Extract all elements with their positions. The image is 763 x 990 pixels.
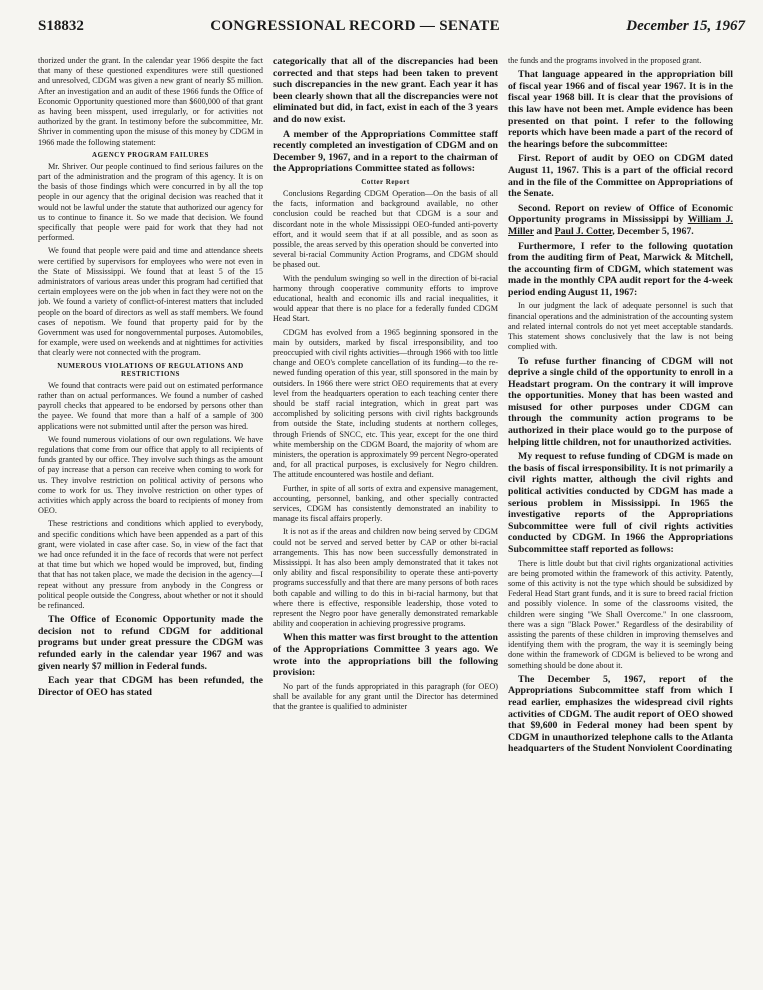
paragraph: First. Report of audit by OEO on CDGM dated August 11, 1967. This is a part of the official record and in the file of the Committee on Appropriations of the Senate. [508, 153, 733, 200]
issue-date: December 15, 1967 [626, 18, 745, 34]
paragraph: We found numerous violations of our own regulations. We have regulations that come from our office that apply to all recipients of funds granted by our office. They involve such things as the amount of pay increase that a person can receive when coming to work for us. They involve restriction on political activity of persons who come to work for us. They involve restriction on other types of activities which apply across the board to recipients of money from OEO. [38, 434, 263, 516]
paragraph: The December 5, 1967, report of the Appropriations Subcommittee staff from which I read earlier, emphasizes the widespread civil rights activities of CDGM. The audit report of OEO showed that $9,600 in Federal money had been spent by CDGM in unauthorized telephone calls to the Atlanta headquarters of the Student Nonviolent Coordinating [508, 673, 733, 755]
paragraph [508, 203, 733, 238]
paragraph: A member of the Appropriations Committee staff recently completed an investigation of CDGM and on December 9, 1967, and in a report to the chairman of the Appropriations Committee stated as follows: [273, 128, 498, 175]
paragraph: It is not as if the areas and children now being served by CDGM could not be served and served better by CAP or other bi-racial arrangements. This has now been successfully demonstrated in Mississippi. It has also been amply demonstrated that it takes not only ability and fiscal responsibility to operate these anti-poverty programs successfully and that there are many persons of both races both capable and willing to do this in bi-racial harmony, but that where there is effective, responsible leadership, those voted to represent the Negro poor have generally demonstrated remarkable ability and cooperation in achieving progressive programs. [273, 527, 498, 629]
paragraph: When this matter was first brought to the attention of the Appropriations Committee 3 years ago. We wrote into the appropriations bill the following provision: [273, 632, 498, 679]
paragraph: Each year that CDGM has been refunded, the Director of OEO has stated [38, 675, 263, 698]
paragraph: We found that people were paid and time and attendance sheets were certified by supervisors for employees who were not even in the State of Mississippi. We found that at least 5 of the 15 administrators of various areas under this program had certified that certain employees were on the job when in fact they were not on the job. We found a variety of conflict-of-interest matters that included people on the board of directors as well as staff members. We found cases of nepotism. We found that property paid for by the Government was used for nongovernmental purposes. Automobiles, for example, were used on weekends and at nighttimes for activities that clearly were not connected with the program. [38, 246, 263, 358]
author-name: William J. Miller [508, 214, 733, 237]
paragraph: Further, in spite of all sorts of extra and expensive management, accounting, personnel, banking, and other specially contracted services, CDGM has consistently demonstrated an inability to manage its fiscal affairs properly. [273, 483, 498, 524]
paragraph: To refuse further financing of CDGM will not deprive a single child of the opportunity to enroll in a Headstart program. On the contrary it will improve the opportunities. Money that has been wasted and misused for other purposes under CDGM can through the community action programs to be authorized in their place would go to the purpose of helping little children, not for unauthorized activities. [508, 355, 733, 448]
paragraph: CDGM has evolved from a 1965 beginning sponsored in the main by outsiders, marked by fiscal irresponsibility, and too preoccupied with civil rights activities—through 1966 with too little change and OEO's complete cancellation of its funding—to the re-newed funding operation of this year, still sponsored in the main by outsiders. In 1966 there were strict OEO requirements that at every level from the headquarters operation to each teaching center there should be staff racial integration, which in great part was accomplished by soliciting persons with civil rights backgrounds from outside the State, including students at northern colleges, through Friends of SNCC, etc. This year, except for the one third white membership on the CDGM Board, the majority of whom are ministers, the operation is approximately 99 percent Negro-operated and, for all practical purposes, is exclusively for Negro children. The attitude encountered was hostile and defiant. [273, 327, 498, 480]
paragraph: There is little doubt but that civil rights organizational activities are being promoted within the framework of this activity. Patently, some of this activity is not the type which should be subsidized by Federal Head Start grant funds, and it is sure to breed racial friction and possibly violence. In some of the classrooms visited, the children were singing "We Shall Overcome." In one classroom, there was a sign "Black Power." Regardless of the desirability of assisting the parents of these children in improving themselves and identifying them with the program, the way it is seemingly being done within the framework of CDGM is believed to be wrong and something should be done about it. [508, 558, 733, 670]
column-3 [508, 56, 733, 758]
page-header [38, 18, 745, 50]
publication-title: CONGRESSIONAL RECORD — SENATE [210, 18, 500, 34]
section-heading: AGENCY PROGRAM FAILURES [92, 150, 209, 159]
text-span: , December 5, 1967. [612, 225, 694, 237]
section-heading: NUMEROUS VIOLATIONS OF REGULATIONS AND RESTRICTIONS [57, 361, 244, 378]
paragraph: The Office of Economic Opportunity made the decision not to refund CDGM for additional programs but under great pressure the CDGM was refunded early in the calendar year 1967 and was given nearly $7 million in Federal funds. [38, 614, 263, 672]
section-heading: Cotter Report [361, 177, 410, 186]
paragraph: My request to refuse funding of CDGM is made on the basis of fiscal irresponsibility. It is not primarily a civil rights matter, although the civil rights and political activities conducted by CDGM has made a serious problem in Mississippi. In 1965 the investigative reports of the Appropriations Subcommittee were full of civil rights activities conducted by CDGM. In 1966 the Appropriations Subcommittee staff reported as follows: [508, 451, 733, 555]
paragraph: With the pendulum swinging so well in the direction of bi-racial harmony through cooperative community efforts to improve educational, health and economic ills and racial inequalities, it would appear that there is no place for a federally funded CDGM Head Start. [273, 273, 498, 324]
author-name: Paul J. Cotter [554, 225, 613, 237]
page-number: S18832 [38, 18, 84, 34]
column-2 [273, 56, 498, 758]
paragraph: No part of the funds appropriated in this paragraph (for OEO) shall be available for any grant until the Director has determined that the grantee is qualified to administer [273, 681, 498, 712]
text-span: and [533, 225, 555, 237]
text-span: Second. Report on review of Office of Economic Opportunity programs in Mississippi by [508, 202, 733, 226]
text-columns [38, 56, 745, 758]
paragraph: thorized under the grant. In the calendar year 1966 despite the fact that many of these questioned expenditures were still questioned and unresolved, CDGM was given a new grant of nearly $5 million. After an investigation and an audit of these 1966 funds the Office of Economic Opportunity questioned more than $600,000 of that grant as having been misspent, used irregularly, or for activities not authorized by the grant. In testimony before the subcommittee, Mr. Shriver in commenting upon the misuse of this money by CDGM in 1966 made the following statement: [38, 56, 263, 147]
paragraph: Conclusions Regarding CDGM Operation—On the basis of all the facts, information and background available, no other conclusion could be reached but that CDGM is a sour and discordant note in the whole Mississippi OEO-funded anti-poverty effort, and it would seem that if at all possible, and as soon as possible, the areas served by this operation should be converted into several bi-racial Community Action Programs, and CDGM should be phased out. [273, 188, 498, 270]
paragraph: These restrictions and conditions which applied to everybody, and specific conditions which have been appended as a part of this grant, were violated in case after case. So, in view of the fact that we had once refunded it in the face of records that were not perfect at that time but which we hoped would be improved, but, finding that that has not taken place, we made the decision in the agency—I repeat without any pressure from anybody in the Congress or political people outside the Congress, about whether or not it should be refinanced. [38, 519, 263, 610]
paragraph: We found that contracts were paid out on estimated performance rather than on actual performances. We found a number of cashed payroll checks that appeared to be endorsed by persons other than the payee. We found that more than a half of a sample of 300 applications were not submitted until after the person was hired. [38, 380, 263, 431]
paragraph: In our judgment the lack of adequate personnel is such that financial operations and the administration of the accounting system and related internal controls do not yet meet acceptable standards. This statement shows conclusively that the law is not being complied with. [508, 301, 733, 352]
column-1 [38, 56, 263, 758]
paragraph: categorically that all of the discrepancies had been corrected and that steps had been taken to prevent such discrepancies in the new grant. Each year it has been clearly shown that all the discrepancies were not eliminated but did, in fact, exist in each of the 3 years and do now exist. [273, 56, 498, 125]
paragraph: Mr. Shriver. Our people continued to find serious failures on the part of the administration and the program of this agency. It is on the basis of those findings which were concurred in by all the top people in our agency that the original decision was reached that it would not be lawful under the statute that authorized our agency for us to continue to finance it. So we made that decision. We found specifically that people were paid for work that they had not performed. [38, 161, 263, 243]
paragraph: That language appeared in the appropriation bill of fiscal year 1966 and of fiscal year 1967. It is in the fiscal year 1968 bill. It is clear that the provisions of this law have not been met. Ample evidence has been presented on that point. I refer to the following reports which have been made a part of the record of the hearings before the subcommittee: [508, 69, 733, 150]
paragraph: Furthermore, I refer to the following quotation from the auditing firm of Peat, Marwick & Mitchell, the accounting firm of CDGM, which statement was made in the monthly CPA audit report for the 4-week period ending August 11, 1967: [508, 240, 733, 298]
paragraph: the funds and the programs involved in the proposed grant. [508, 56, 702, 65]
